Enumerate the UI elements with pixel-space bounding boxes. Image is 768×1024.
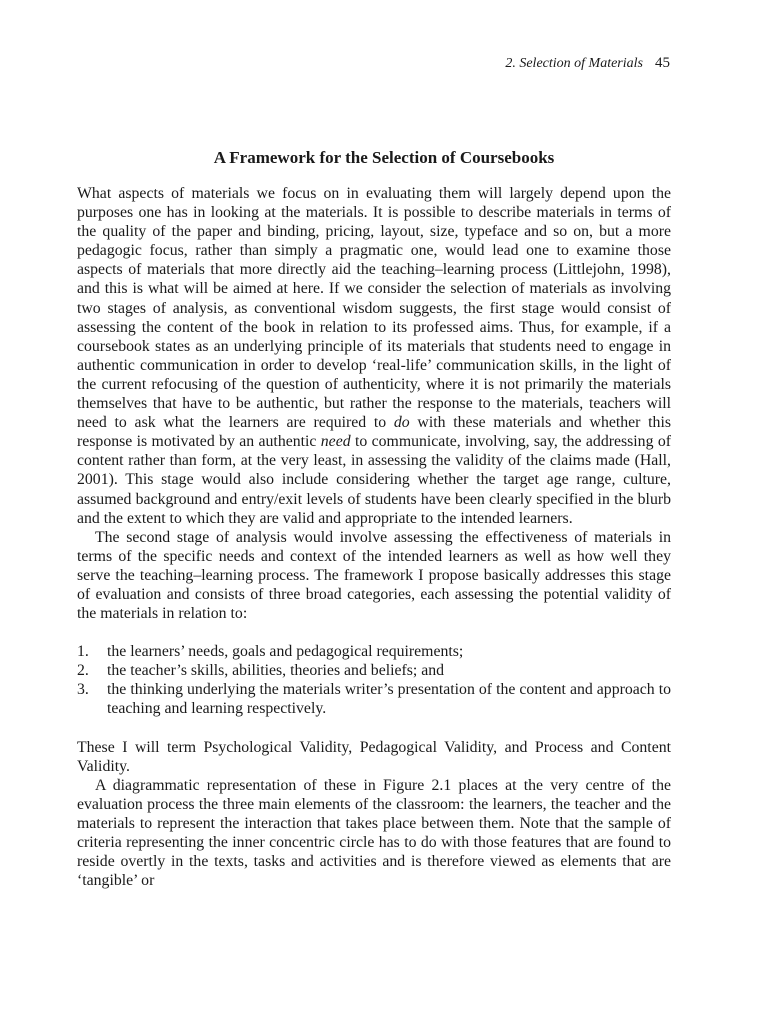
paragraph-4: A diagrammatic representation of these in Figure 2.1 places at the very centre of the evaluation process the three main elements of the classroom: the learners, the teacher and the materials to represent the interaction that takes place between them. Note that the sample of criteria representing the inner concentric circle has to do with those features that are found to reside overtly in the texts, tasks and activities and is therefore viewed as elements that are ‘tangible’ or	[77, 776, 671, 890]
paragraph-1-part-3: to communicate, involving, say, the addressing of content rather than form, at the very least, in assessing the validity of the claims made (Hall, 2001). This stage would also include considering whether the target age range, culture, assumed background and entry/exit levels of students have been clearly specified in the blurb and the extent to which they are valid and appropriate to the intended learners.	[77, 433, 672, 527]
page-number: 45	[655, 55, 670, 71]
list-item	[77, 680, 671, 718]
list-item	[77, 661, 671, 680]
list-item-number: 2.	[77, 662, 89, 680]
list-item-text: the learners’ needs, goals and pedagogical requirements;	[107, 643, 464, 661]
list-item-number: 1.	[77, 643, 89, 661]
list-item-text: the teacher’s skills, abilities, theories and beliefs; and	[107, 662, 445, 680]
paragraph-2: The second stage of analysis would involve assessing the effectiveness of materials in terms of the specific needs and context of the intended learners as well as how well they serve the teaching–learning process. The framework I propose basically addresses this stage of evaluation and consists of three broad categories, each assessing the potential validity of the materials in relation to:	[77, 528, 671, 623]
section-heading: A Framework for the Selection of Coursebooks	[213, 148, 555, 167]
running-head-title: 2. Selection of Materials	[505, 56, 643, 71]
paragraph-1	[77, 184, 671, 528]
running-head	[505, 53, 670, 74]
body-text	[77, 184, 671, 890]
emphasis-do: do	[393, 414, 410, 432]
list-item-number: 3.	[77, 681, 89, 699]
paragraph-1-part-2: with these materials and whether this response is motivated by an authentic	[77, 414, 671, 451]
criteria-list	[77, 642, 671, 718]
paragraph-1-part-1: What aspects of materials we focus on in evaluating them will largely depend upon the purposes one has in looking at the materials. It is possible to describe materials in terms of the quality of the paper and binding, pricing, layout, size, typeface and so on, but a more pedagogic focus, rather than simply a pragmatic one, would lead one to examine those aspects of materials that more directly aid the teaching–learning process (Littlejohn, 1998), and this is what will be aimed at here. If we consider the selection of materials as involving two stages of analysis, as conventional wisdom suggests, the first stage would consist of assessing the content of the book in relation to its professed aims. Thus, for example, if a coursebook states as an underlying principle of its materials that students need to engage in authentic communication in order to develop ‘real-life’ communication skills, in the light of the current refocusing of the question of authenticity, where it is not primarily the materials themselves that have to be authentic, but rather the response to the materials, teachers will need to ask what the learners are required to	[77, 185, 671, 432]
paragraph-3: These I will term Psychological Validity, Pedagogical Validity, and Process and Content Validity.	[77, 738, 671, 775]
emphasis-need: need	[320, 433, 351, 451]
list-item	[77, 642, 671, 661]
list-item-text: the thinking underlying the materials writer’s presentation of the content and approach to teaching and learning respectively.	[107, 681, 671, 718]
